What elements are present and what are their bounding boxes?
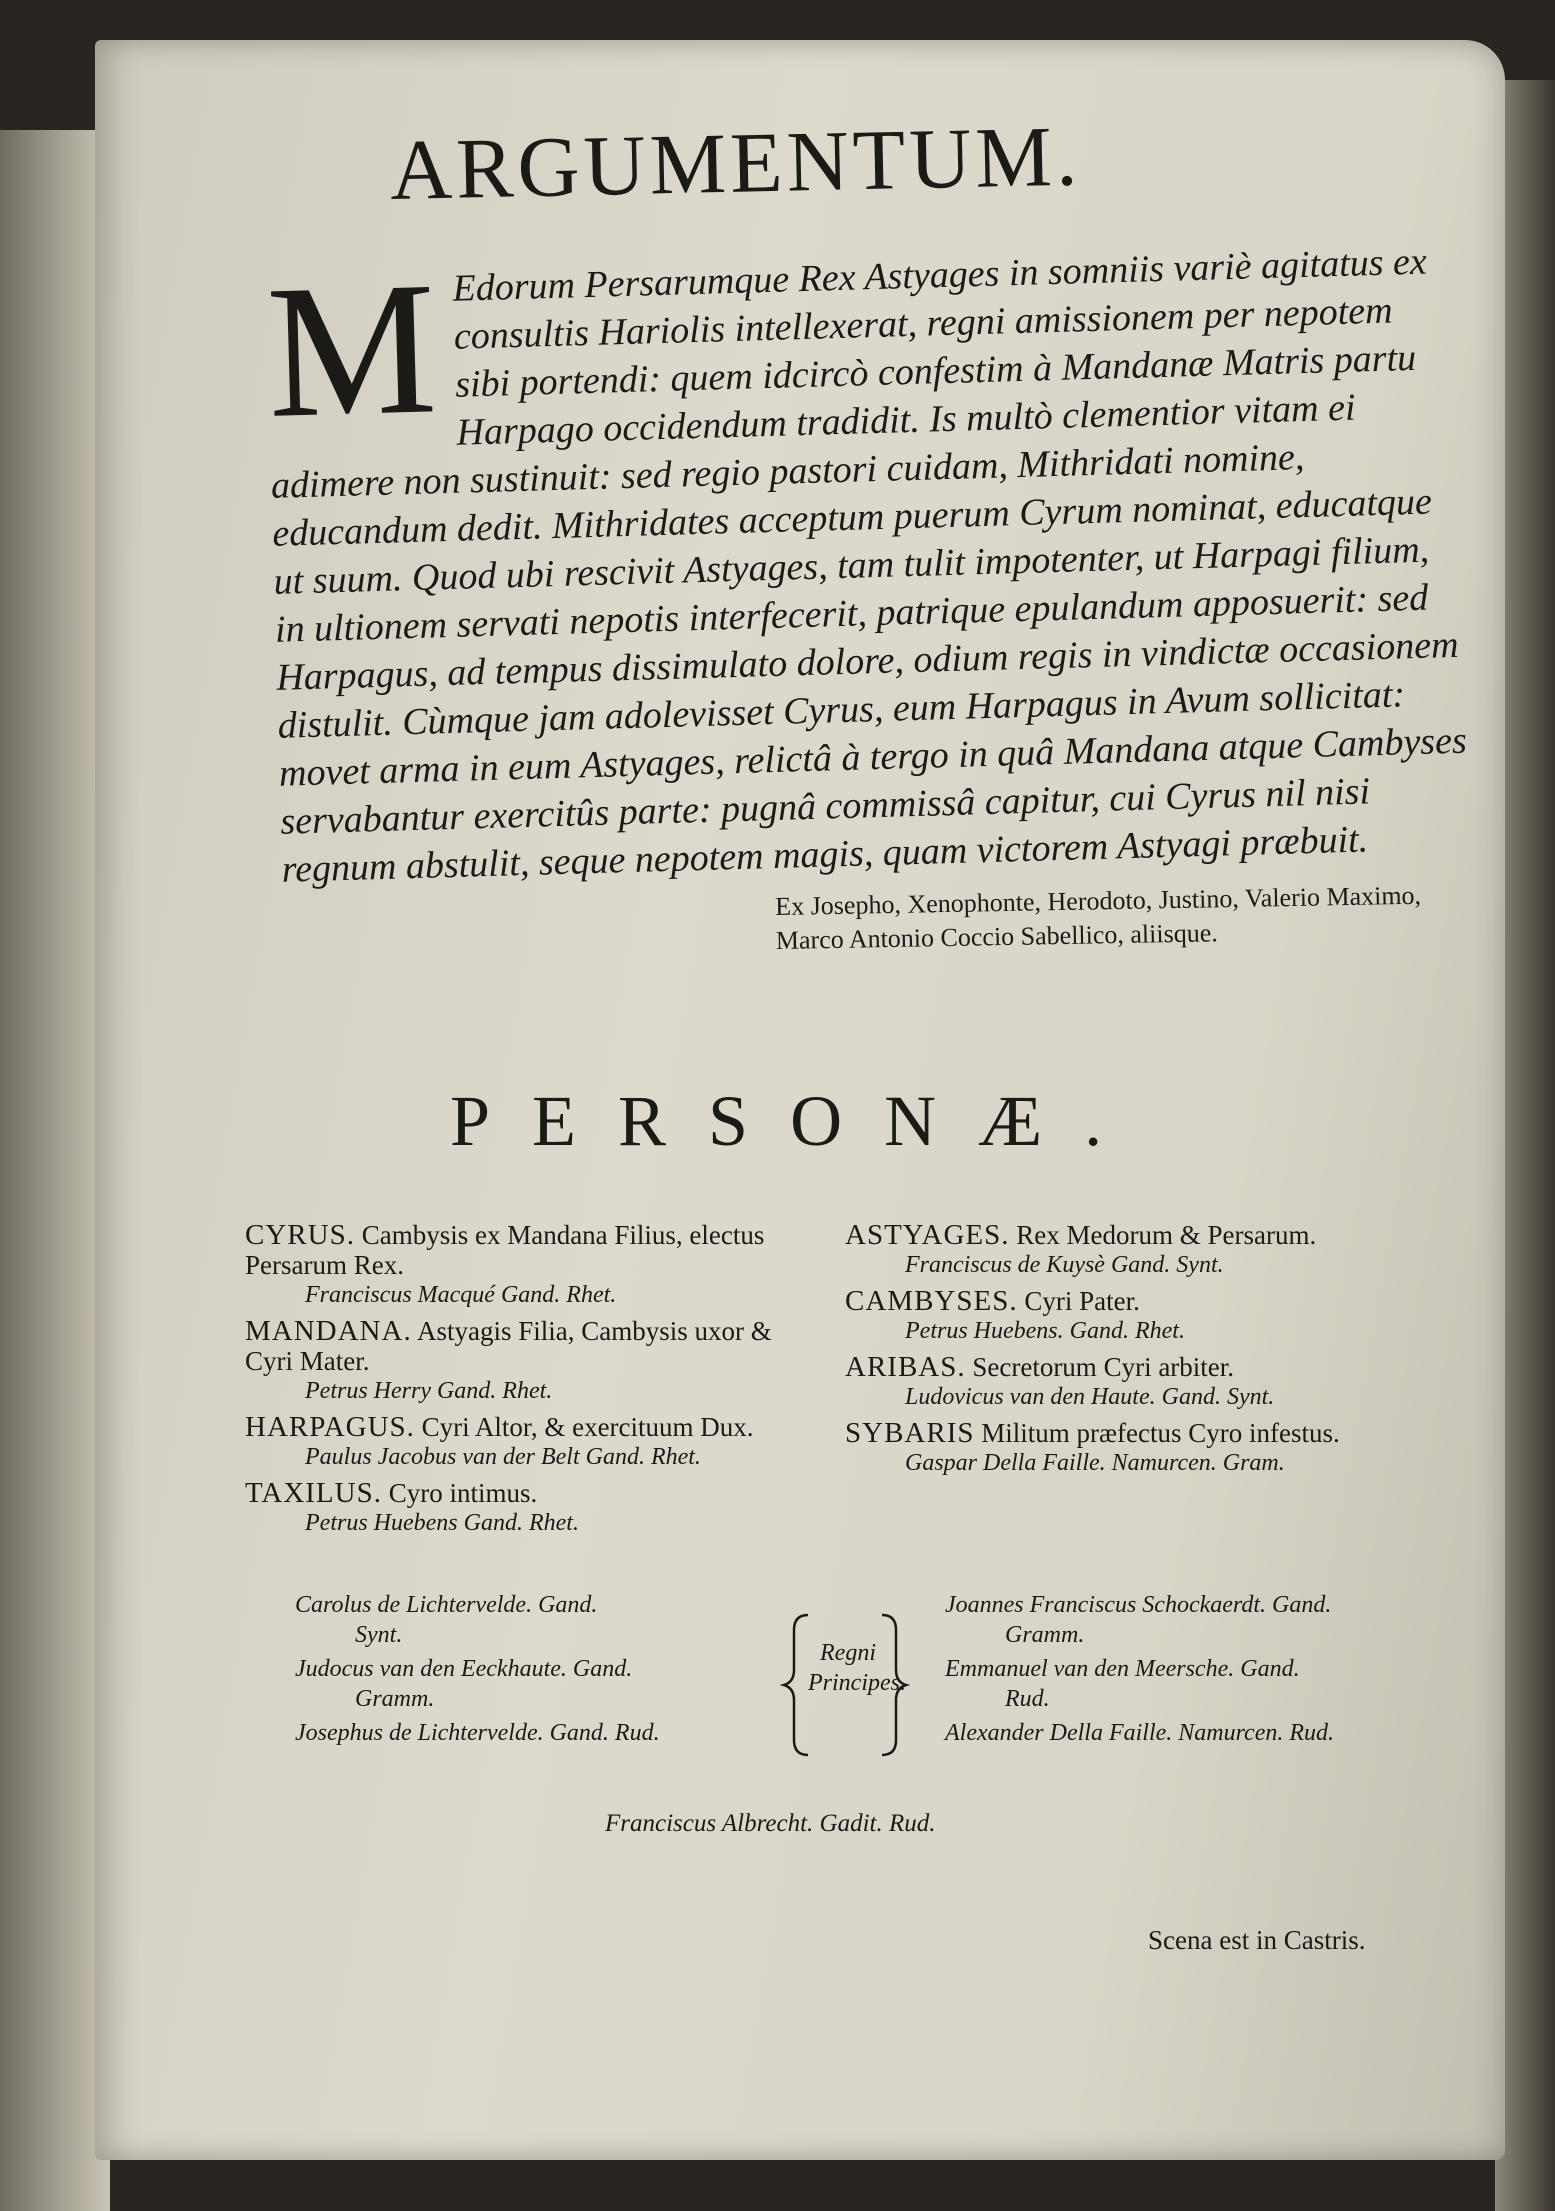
prince-actor <box>295 1590 755 1650</box>
prince-actor-line: Rud. <box>1005 1686 1050 1712</box>
prince-actor-line: Gramm. <box>1005 1622 1085 1648</box>
actor-name: Petrus Herry Gand. Rhet. <box>305 1378 553 1404</box>
drop-cap: M <box>264 243 440 458</box>
character-role: Secretorum Cyri arbiter. <box>972 1352 1235 1382</box>
character-role: Militum præfectus Cyro infestus. <box>981 1418 1340 1448</box>
argument-text <box>265 237 1472 894</box>
princes-label: Regni Principes. <box>808 1640 906 1696</box>
cast-entry <box>845 1352 1445 1412</box>
prince-actor-line: Synt. <box>355 1622 403 1648</box>
cast-entry <box>845 1286 1445 1346</box>
prince-actor-line: Judocus van den Eeckhaute. Gand. <box>295 1656 633 1682</box>
actor-name: Ludovicus van den Haute. Gand. Synt. <box>905 1384 1275 1410</box>
cast-entry <box>245 1412 815 1472</box>
prince-actor-line: Emmanuel van den Meersche. Gand. <box>945 1656 1300 1682</box>
cast-entry <box>245 1478 815 1538</box>
actor-name: Franciscus de Kuysè Gand. Synt. <box>905 1252 1224 1278</box>
princes-brace <box>780 1610 910 1760</box>
cast-entry <box>845 1418 1445 1478</box>
cast-entry <box>845 1220 1445 1280</box>
character-role: Cambysis ex Mandana Filius, electus Persarum Rex. <box>245 1220 765 1280</box>
cast-entry <box>245 1316 815 1406</box>
cast-right-column <box>845 1220 1445 1484</box>
actor-name: Petrus Huebens. Gand. Rhet. <box>905 1318 1185 1344</box>
regni-principes-group <box>295 1590 1455 1790</box>
prince-actor-line: Joannes Franciscus Schockaerdt. Gand. <box>945 1592 1332 1618</box>
princes-right-list <box>945 1590 1465 1752</box>
prince-actor-line: Gramm. <box>355 1686 435 1712</box>
page-title: ARGUMENTUM. <box>388 107 1083 218</box>
prince-actor <box>945 1718 1465 1748</box>
actor-name: Paulus Jacobus van der Belt Gand. Rhet. <box>305 1444 701 1470</box>
character-role: Rex Medorum & Persarum. <box>1016 1220 1317 1250</box>
character-name: SYBARIS <box>845 1417 975 1449</box>
extra-actor: Franciscus Albrecht. Gadit. Rud. <box>605 1810 936 1837</box>
character-name: ARIBAS. <box>845 1351 966 1383</box>
scene-note: Scena est in Castris. <box>1148 1925 1366 1955</box>
cast-left-column <box>245 1220 815 1544</box>
character-name: CAMBYSES. <box>845 1285 1018 1317</box>
sources-citation: Ex Josepho, Xenophonte, Herodoto, Justino, Valerio Maximo, Marco Antonio Coccio Sabellico, aliisque. <box>775 880 1422 955</box>
actor-name: Petrus Huebens Gand. Rhet. <box>305 1510 579 1536</box>
prince-actor-line: Josephus de Lichtervelde. Gand. Rud. <box>295 1720 660 1746</box>
character-name: ASTYAGES. <box>845 1219 1010 1251</box>
actor-name: Gaspar Della Faille. Namurcen. Gram. <box>905 1450 1285 1476</box>
actor-name: Franciscus Macqué Gand. Rhet. <box>305 1282 617 1308</box>
personae-heading: PERSONÆ. <box>450 1081 1145 1161</box>
prince-actor <box>295 1654 755 1714</box>
prince-actor-line: Alexander Della Faille. Namurcen. Rud. <box>945 1720 1335 1746</box>
character-role: Cyri Pater. <box>1024 1286 1140 1316</box>
prince-actor-line: Carolus de Lichtervelde. Gand. <box>295 1592 598 1618</box>
cast-entry <box>245 1220 815 1310</box>
prince-actor <box>945 1654 1465 1714</box>
character-role: Cyro intimus. <box>388 1478 538 1508</box>
character-name: CYRUS. <box>245 1219 355 1251</box>
facing-page-edge <box>0 130 110 2211</box>
character-role: Astyagis Filia, Cambysis uxor & Cyri Mater. <box>245 1316 772 1376</box>
argument-body: Edorum Persarumque Rex Astyages in somniis variè agitatus ex consultis Hariolis intellexerat, regni amissionem per nepotem sibi portendi: quem idcircò confestim à Mandanæ Matris partu Harpago occidendum tradidit. Is multò clementior vitam ei adimere non sustinuit: sed regio pastori cuidam, Mithridati nomine, educandum dedit. Mithridates acceptum puerum Cyrum nominat, educatque ut suum. Quod ubi rescivit Astyages, tam tulit impotenter, ut Harpagi filium, in ultionem servati nepotis interfecerit, patrique epulandum apposuerit: sed Harpagus, ad tempus dissimulato dolore, odium regis in vindictæ occasionem distulit. Cùmque jam adolevisset Cyrus, eum Harpagus in Avum sollicitat: movet arma in eum Astyages, relictâ à tergo in quâ Mandana atque Cambyses servabantur exercitûs parte: pugnâ commissâ capitur, cui Cyrus nil nisi regnum abstulit, seque nepotem magis, quam victorem Astyagi præbuit. <box>270 240 1468 891</box>
prince-actor <box>945 1590 1465 1650</box>
princes-left-list <box>295 1590 755 1752</box>
prince-actor <box>295 1718 755 1748</box>
character-name: TAXILUS. <box>245 1477 382 1509</box>
character-role: Cyri Altor, & exercituum Dux. <box>421 1412 754 1442</box>
character-name: HARPAGUS. <box>245 1411 415 1443</box>
character-name: MANDANA. <box>245 1315 412 1347</box>
